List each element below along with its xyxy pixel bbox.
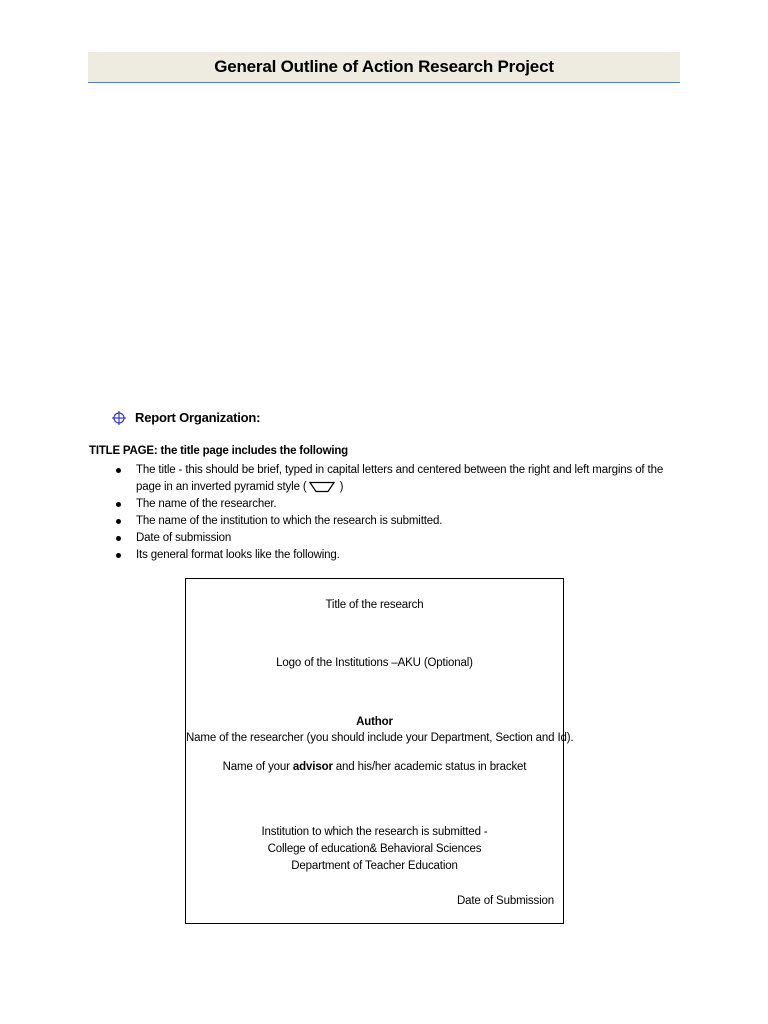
title-page-format-box xyxy=(185,578,574,924)
format-author-label: Author xyxy=(356,716,393,728)
list-item: Its general format looks like the following. xyxy=(112,547,682,564)
list-item-text: ) xyxy=(336,481,344,493)
document-title: General Outline of Action Research Project xyxy=(214,57,554,76)
format-logo-line: Logo of the Institutions –AKU (Optional) xyxy=(276,657,473,669)
section-heading xyxy=(112,410,260,425)
title-page-intro: TITLE PAGE: the title page includes the following xyxy=(89,445,348,457)
format-institution-line-1: Institution to which the research is submitted - xyxy=(261,826,488,838)
advisor-text-before: Name of your xyxy=(222,761,293,773)
list-item: The name of the institution to which the research is submitted. xyxy=(112,513,682,530)
inverted-pyramid-icon xyxy=(309,481,335,493)
format-advisor-line xyxy=(186,761,563,773)
format-institution-line-2: College of education& Behavioral Sciences xyxy=(267,843,482,855)
format-institution-line-3: Department of Teacher Education xyxy=(291,860,458,872)
list-item-text: The title - this should be brief, typed in capital letters and centered between the right and left margins of the xyxy=(136,464,664,476)
advisor-text-after: and his/her academic status in bracket xyxy=(332,761,527,773)
list-item: The name of the researcher. xyxy=(112,496,682,513)
list-item: Date of submission xyxy=(112,530,682,547)
format-researcher-line: Name of the researcher (you should include your Department, Section and Id). xyxy=(186,732,574,744)
format-date-line: Date of Submission xyxy=(456,895,554,907)
list-item xyxy=(112,462,682,496)
document-title-bar xyxy=(88,52,680,83)
section-heading-label: Report Organization: xyxy=(135,410,261,425)
advisor-text-bold: advisor xyxy=(292,761,333,773)
list-item-text: page in an inverted pyramid style ( xyxy=(136,481,307,493)
title-page-list xyxy=(112,462,682,564)
format-title-line: Title of the research xyxy=(325,599,424,611)
crosshair-icon xyxy=(112,411,126,425)
